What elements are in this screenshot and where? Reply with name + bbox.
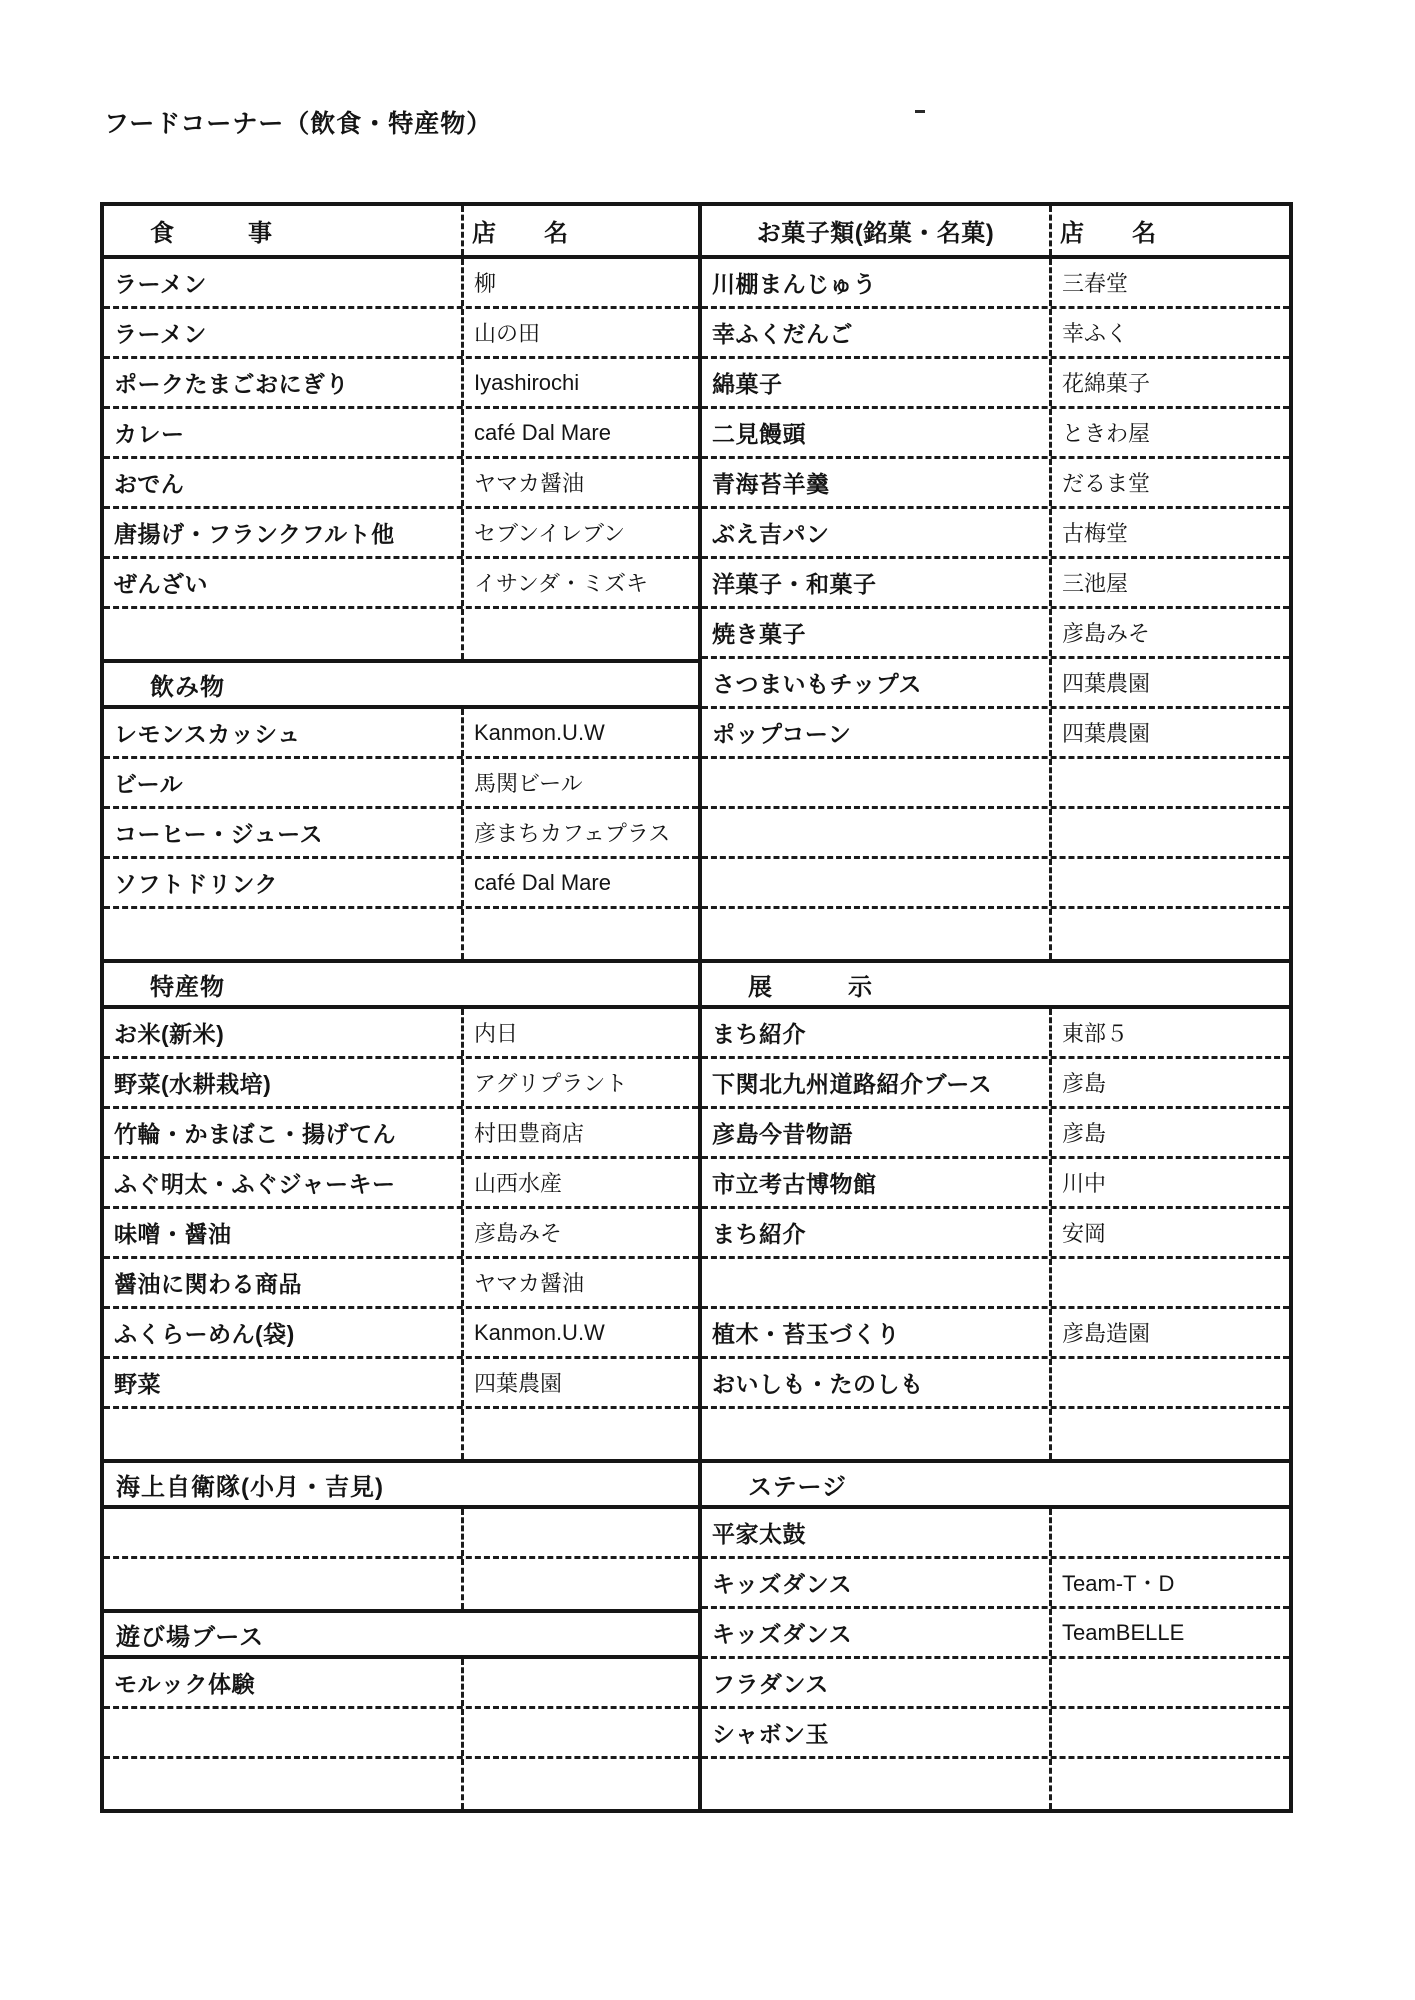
- item-cell: 彦島今昔物語: [712, 1121, 853, 1147]
- row-block: [104, 1009, 698, 1459]
- item-cell: おでん: [114, 471, 185, 497]
- section-header: 飲み物: [104, 659, 698, 709]
- table-row: [702, 409, 1289, 459]
- table-row: [104, 1659, 698, 1709]
- table-row: [104, 759, 698, 809]
- item-cell: ラーメン: [114, 321, 207, 347]
- shop-cell: 彦島造園: [1049, 1309, 1289, 1356]
- table-row: [702, 509, 1289, 559]
- shop-cell: セブンイレブン: [461, 509, 698, 556]
- item-cell: 平家太鼓: [712, 1521, 806, 1547]
- item-cell: 幸ふくだんご: [712, 321, 853, 347]
- table-row: [104, 459, 698, 509]
- shop-cell: 三春堂: [1049, 259, 1289, 306]
- shop-cell: Kanmon.U.W: [461, 1309, 698, 1356]
- item-cell: さつまいもチップス: [712, 671, 922, 697]
- table-row: [702, 309, 1289, 359]
- item-cell: [104, 1409, 461, 1459]
- table-left-half: [104, 206, 702, 1809]
- shop-cell: 幸ふく: [1049, 309, 1289, 356]
- item-cell: 二見饅頭: [712, 421, 806, 447]
- table-row: [702, 1659, 1289, 1709]
- item-cell: キッズダンス: [712, 1571, 853, 1597]
- shop-cell: [461, 1409, 698, 1459]
- item-cell: ふぐ明太・ふぐジャーキー: [114, 1171, 396, 1197]
- shop-cell: 東部５: [1049, 1009, 1289, 1056]
- item-cell: [702, 909, 1049, 959]
- shop-cell: 彦まちカフェプラス: [461, 809, 698, 856]
- column-header-item: 食 事: [150, 220, 273, 247]
- item-cell: 植木・苔玉づくり: [712, 1321, 900, 1347]
- shop-cell: ヤマカ醤油: [461, 459, 698, 506]
- shop-cell: TeamBELLE: [1049, 1609, 1289, 1656]
- item-cell: 野菜: [114, 1371, 161, 1397]
- table-row: [702, 1559, 1289, 1609]
- shop-cell: 内日: [461, 1009, 698, 1056]
- shop-cell: [1049, 1709, 1289, 1756]
- item-cell: ポークたまごおにぎり: [114, 371, 349, 397]
- shop-cell: 柳: [461, 259, 698, 306]
- table-row: [104, 259, 698, 309]
- column-header-row: [702, 206, 1289, 259]
- section-header: 遊び場ブース: [104, 1609, 698, 1659]
- shop-cell: 古梅堂: [1049, 509, 1289, 556]
- column-header-row: [104, 206, 698, 259]
- item-cell: [702, 1409, 1049, 1459]
- column-header-shop: 店 名: [461, 206, 698, 255]
- table-row: [702, 709, 1289, 759]
- shop-cell: [1049, 1259, 1289, 1306]
- item-cell: [104, 609, 461, 659]
- shop-cell: 彦島みそ: [1049, 609, 1289, 656]
- item-cell: カレー: [114, 421, 185, 447]
- table-row: [104, 1159, 698, 1209]
- table-row: [702, 1059, 1289, 1109]
- table-row: [702, 1159, 1289, 1209]
- item-cell: [104, 1759, 461, 1809]
- table-row: [104, 809, 698, 859]
- table-row: [702, 1509, 1289, 1559]
- item-cell: 味噌・醤油: [114, 1221, 232, 1247]
- item-cell: 野菜(水耕栽培): [114, 1071, 272, 1097]
- item-cell: [104, 1709, 461, 1756]
- shop-cell: 三池屋: [1049, 559, 1289, 606]
- table-row: [104, 909, 698, 959]
- item-cell: [702, 809, 1049, 856]
- table-row: [104, 509, 698, 559]
- item-cell: 下関北九州道路紹介ブース: [712, 1071, 993, 1097]
- page-title: フードコーナー（飲食・特産物）: [104, 110, 493, 138]
- item-cell: ソフトドリンク: [114, 871, 279, 897]
- table-right-half: [702, 206, 1289, 1809]
- table-row: [104, 1259, 698, 1309]
- shop-cell: [461, 1559, 698, 1609]
- item-cell: モルック体験: [114, 1671, 255, 1697]
- table-row: [702, 609, 1289, 659]
- shop-cell: [1049, 1659, 1289, 1706]
- item-cell: 醤油に関わる商品: [114, 1271, 302, 1297]
- table-row: [702, 759, 1289, 809]
- table-row: [702, 1259, 1289, 1309]
- column-header-shop: 店 名: [1049, 206, 1289, 255]
- table-row: [104, 1209, 698, 1259]
- item-cell: ラーメン: [114, 271, 207, 297]
- row-block: [104, 709, 698, 959]
- shop-cell: だるま堂: [1049, 459, 1289, 506]
- item-cell: [104, 1559, 461, 1609]
- table-row: [104, 359, 698, 409]
- table-row: [104, 1059, 698, 1109]
- scan-artifact: [915, 110, 925, 113]
- table-row: [104, 709, 698, 759]
- table-row: [104, 609, 698, 659]
- shop-cell: 山の田: [461, 309, 698, 356]
- shop-cell: Team-T・D: [1049, 1559, 1289, 1606]
- table-row: [104, 859, 698, 909]
- item-cell: 洋菓子・和菓子: [712, 571, 877, 597]
- item-cell: お米(新米): [114, 1021, 225, 1047]
- item-cell: シャボン玉: [712, 1721, 830, 1747]
- shop-cell: [1049, 909, 1289, 959]
- shop-cell: 川中: [1049, 1159, 1289, 1206]
- table-row: [702, 259, 1289, 309]
- table-row: [104, 559, 698, 609]
- row-block: [104, 1509, 698, 1609]
- table-row: [702, 859, 1289, 909]
- item-cell: おいしも・たのしも: [712, 1371, 924, 1397]
- item-cell: [104, 909, 461, 959]
- shop-cell: [461, 609, 698, 659]
- table-row: [104, 1009, 698, 1059]
- item-cell: [702, 859, 1049, 906]
- table-row: [702, 1309, 1289, 1359]
- item-cell: [702, 759, 1049, 806]
- item-cell: ビール: [114, 771, 184, 797]
- table-row: [702, 1409, 1289, 1459]
- shop-cell: 村田豊商店: [461, 1109, 698, 1156]
- section-header: 展 示: [702, 959, 1289, 1009]
- shop-cell: [461, 1709, 698, 1756]
- shop-cell: 四葉農園: [1049, 709, 1289, 756]
- column-header-item: お菓子類(銘菓・名菓): [756, 220, 995, 247]
- item-cell: ポップコーン: [712, 721, 852, 747]
- table-row: [702, 1759, 1289, 1809]
- shop-cell: イサンダ・ミズキ: [461, 559, 698, 606]
- item-cell: 竹輪・かまぼこ・揚げてん: [114, 1121, 396, 1147]
- shop-cell: アグリプラント: [461, 1059, 698, 1106]
- item-cell: 唐揚げ・フランクフルト他: [114, 521, 395, 547]
- item-cell: コーヒー・ジュース: [114, 821, 323, 847]
- shop-cell: Iyashirochi: [461, 359, 698, 406]
- shop-cell: ヤマカ醤油: [461, 1259, 698, 1306]
- shop-cell: café Dal Mare: [461, 409, 698, 456]
- section-header: 特産物: [104, 959, 698, 1009]
- shop-cell: [1049, 1509, 1289, 1556]
- shop-cell: [461, 1659, 698, 1706]
- shop-cell: 山西水産: [461, 1159, 698, 1206]
- item-cell: 川棚まんじゅう: [712, 271, 877, 297]
- row-block: [104, 259, 698, 659]
- table-row: [104, 1559, 698, 1609]
- row-block: [104, 1659, 698, 1809]
- item-cell: [104, 1509, 461, 1556]
- item-cell: ぜんざい: [114, 571, 208, 597]
- shop-cell: 花綿菓子: [1049, 359, 1289, 406]
- item-cell: 焼き菓子: [712, 621, 806, 647]
- shop-cell: 馬関ビール: [461, 759, 698, 806]
- shop-cell: 安岡: [1049, 1209, 1289, 1256]
- shop-cell: [1049, 1759, 1289, 1809]
- shop-cell: [461, 1759, 698, 1809]
- item-cell: ぶえ吉パン: [712, 521, 830, 547]
- table-row: [104, 1409, 698, 1459]
- table-row: [702, 1359, 1289, 1409]
- table-row: [104, 1509, 698, 1559]
- shop-cell: café Dal Mare: [461, 859, 698, 906]
- item-cell: [702, 1759, 1049, 1809]
- table-row: [702, 809, 1289, 859]
- item-cell: ふくらーめん(袋): [114, 1321, 295, 1347]
- table-row: [104, 1759, 698, 1809]
- table-row: [702, 1709, 1289, 1759]
- table-row: [104, 1359, 698, 1409]
- table-row: [702, 1109, 1289, 1159]
- shop-cell: [1049, 1409, 1289, 1459]
- shop-cell: 四葉農園: [1049, 659, 1289, 706]
- item-cell: 綿菓子: [712, 371, 783, 397]
- item-cell: まち紹介: [712, 1021, 806, 1047]
- shop-cell: 彦島: [1049, 1109, 1289, 1156]
- item-cell: まち紹介: [712, 1221, 806, 1247]
- shop-cell: Kanmon.U.W: [461, 709, 698, 756]
- table-row: [702, 1209, 1289, 1259]
- section-header: ステージ: [702, 1459, 1289, 1509]
- food-corner-table: [100, 202, 1293, 1813]
- table-row: [702, 659, 1289, 709]
- table-row: [702, 559, 1289, 609]
- shop-cell: [1049, 859, 1289, 906]
- shop-cell: 彦島みそ: [461, 1209, 698, 1256]
- item-cell: [702, 1259, 1049, 1306]
- item-cell: 市立考古博物館: [712, 1171, 877, 1197]
- item-cell: フラダンス: [712, 1671, 829, 1697]
- shop-cell: [1049, 1359, 1289, 1406]
- row-block: [702, 1509, 1289, 1809]
- shop-cell: [461, 1509, 698, 1556]
- item-cell: レモンスカッシュ: [114, 721, 301, 747]
- shop-cell: [1049, 809, 1289, 856]
- shop-cell: ときわ屋: [1049, 409, 1289, 456]
- row-block: [702, 1009, 1289, 1459]
- row-block: [702, 259, 1289, 959]
- table-row: [702, 359, 1289, 409]
- table-row: [702, 459, 1289, 509]
- shop-cell: 四葉農園: [461, 1359, 698, 1406]
- item-cell: 青海苔羊羹: [712, 471, 830, 497]
- table-row: [702, 1609, 1289, 1659]
- shop-cell: 彦島: [1049, 1059, 1289, 1106]
- table-row: [104, 1109, 698, 1159]
- table-row: [104, 1709, 698, 1759]
- table-row: [702, 1009, 1289, 1059]
- table-row: [104, 1309, 698, 1359]
- shop-cell: [1049, 759, 1289, 806]
- section-header: 海上自衛隊(小月・吉見): [104, 1459, 698, 1509]
- table-row: [104, 309, 698, 359]
- table-row: [104, 409, 698, 459]
- shop-cell: [461, 909, 698, 959]
- item-cell: キッズダンス: [712, 1621, 853, 1647]
- table-row: [702, 909, 1289, 959]
